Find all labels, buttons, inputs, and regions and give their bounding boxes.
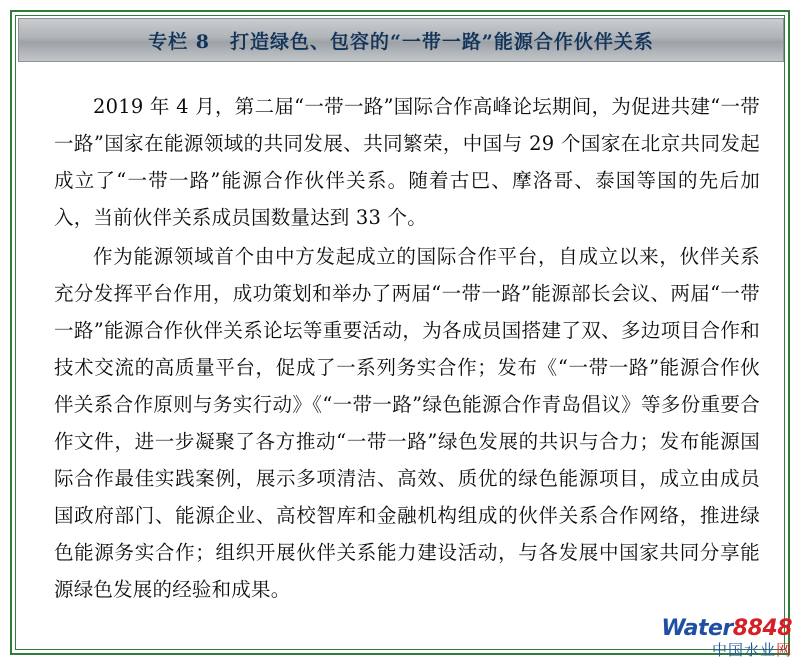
feature-box-body	[42, 78, 782, 648]
watermark-brand-number: 8848	[732, 616, 792, 641]
watermark-subtitle-line	[640, 643, 792, 658]
paragraph-2: 作为能源领域首个由中方发起成立的国际合作平台，自成立以来，伙伴关系充分发挥平台作用，成功策划和举办了两届“一带一路”能源部长会议、两届“一带一路”能源合作伙伴关系论坛等重要活动，为各成员国搭建了双、多边项目合作和技术交流的高质量平台，促成了一系列务实合作；发布《“一带一路”能源合作伙伴关系合作原则与务实行动》《“一带一路”绿色能源合作青岛倡议》等多份重要合作文件，进一步凝聚了各方推动“一带一路”绿色发展的共识与合力；发布能源国际合作最佳实践案例，展示多项清洁、高效、质优的绿色能源项目，成立由成员国政府部门、能源企业、高校智库和金融机构组成的伙伴关系合作网络，推进绿色能源务实合作；组织开展伙伴关系能力建设活动，与各发展中国家共同分享能源绿色发展的经验和成果。	[54, 245, 760, 601]
watermark-brand-line	[640, 618, 792, 640]
watermark-subtitle-last: 网	[775, 641, 792, 659]
watermark-subtitle-main: 中国水业	[711, 641, 776, 659]
feature-box-header	[18, 18, 784, 62]
watermark-logo	[640, 618, 792, 664]
watermark-brand-text: Water	[661, 616, 733, 641]
paragraph-1: 2019 年 4 月，第二届“一带一路”国际合作高峰论坛期间，为促进共建“一带一路”国家在能源领域的共同发展、共同繁荣，中国与 29 个国家在北京共同发起成立了“一带一路”能源合作伙伴关系。随着古巴、摩洛哥、泰国等国的先后加入，当前伙伴关系成员国数量达到 33 个。	[54, 95, 760, 229]
feature-box-frame	[10, 10, 790, 655]
page-title: 专栏 8 打造绿色、包容的“一带一路”能源合作伙伴关系	[148, 30, 654, 53]
